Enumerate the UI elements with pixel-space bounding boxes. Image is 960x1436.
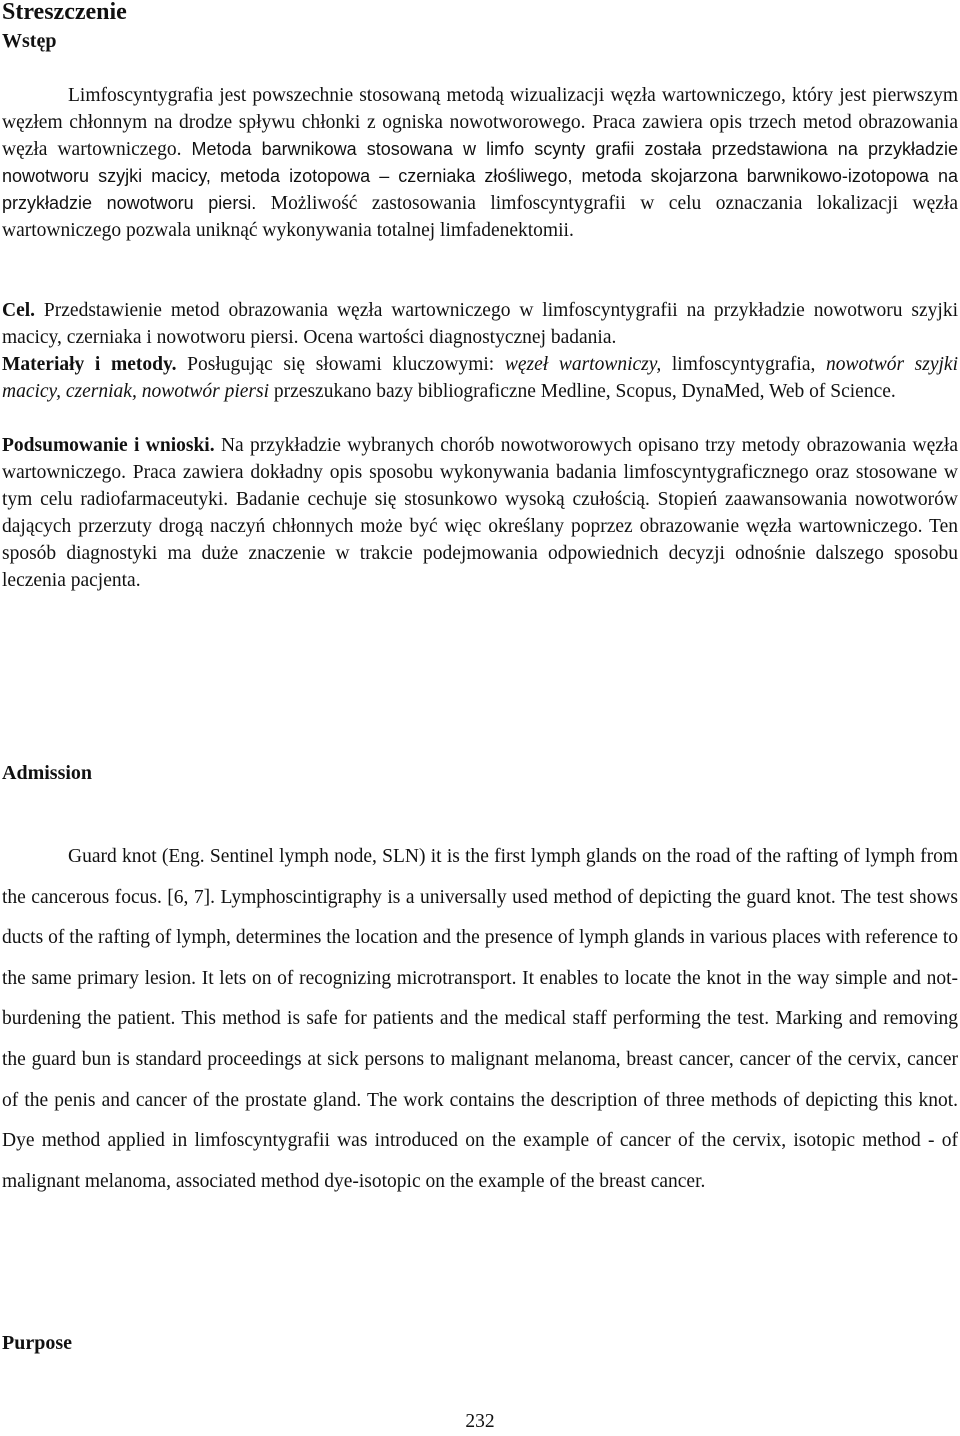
admission-text: Guard knot (Eng. Sentinel lymph node, SLN) it is the first lymph glands on the road of the rafting of lymph from the cancerous focus. [6, 7]. Lymphoscintigraphy is a universally used method of depicting the guard knot. The test shows ducts of the rafting of lymph, determines the location and the presence of lymph glands in various places with reference to the same primary lesion. It lets on of recognizing microtransport. It enables to locate the knot in the way simple and not-burdening the patient. This method is safe for patients and the medical staff performing the test. Marking and removing the guard bun is standard proceedings at sick persons to malignant melanoma, breast cancer, cancer of the cervix, cancer of the penis and cancer of the prostate gland. The work contains the description of three methods of depicting this knot. Dye method applied in limfoscyntygrafii was introduced on the example of cancer of the cervix, isotopic method - of malignant melanoma, associated method dye-isotopic on the example of the breast cancer. (2, 846, 958, 1192)
keyword-limfoscyntygrafia: limfoscyntygrafia, (671, 354, 816, 375)
purpose-heading: Purpose (2, 1332, 72, 1354)
cel-paragraph (2, 297, 958, 351)
materialy-label: Materiały i metody. (2, 354, 177, 375)
intro-part2: Metoda barwnikowa stosowana w limfo scynty grafii została przedstawiona na przykładzie nowotworu szyjki macicy, metoda izotopowa – czerniaka złośliwego, metoda skojarzona barwnikowo-izotopowa na przykładzie nowotworu piersi. (2, 139, 958, 213)
materialy-text2: przeszukano bazy bibliograficzne Medline, Scopus, DynaMed, Web of Science. (273, 381, 896, 402)
intro-part3: Możliwość zastosowania limfoscyntygrafii w celu oznaczania lokalizacji węzła wartowniczego pozwala uniknąć wykonywania totalnej limfadenektomii. (2, 193, 958, 241)
section-heading-wstep: Wstęp (2, 30, 57, 52)
materialy-text1: Posługując się słowami kluczowymi: (187, 354, 495, 375)
cel-text: Przedstawienie metod obrazowania węzła wartowniczego w limfoscyntygrafii na przykładzie nowotworu szyjki macicy, czerniaka i nowotworu piersi. Ocena wartości diagnostycznej badania. (2, 300, 958, 348)
page-title: Streszczenie (2, 0, 127, 25)
podsumowanie-label: Podsumowanie i wnioski. (2, 435, 215, 456)
materialy-paragraph (2, 351, 958, 405)
podsumowanie-text: Na przykładzie wybranych chorób nowotworowych opisano trzy metody obrazowania węzła wartowniczego. Praca zawiera dokładny opis sposobu wykonywania badania limfoscyntygraficznego oraz stosowane w tym celu radiofarmaceutyki. Badanie cechuje się stosunkowo wysoką czułością. Stopień zaawansowania nowotworów dających przerzuty drogą naczyń chłonnych może być więc określany poprzez obrazowanie węzła wartowniczego. Ten sposób diagnostyki ma duże znaczenie w trakcie podejmowania odpowiednich decyzji odnośnie dalszego sposobu leczenia pacjenta. (2, 435, 958, 591)
admission-heading: Admission (2, 762, 93, 784)
page-number: 232 (465, 1411, 495, 1432)
intro-paragraph (2, 82, 958, 244)
podsumowanie-paragraph (2, 432, 958, 594)
admission-paragraph (2, 837, 958, 1202)
keyword-wezel: węzeł wartowniczy, (504, 354, 662, 375)
keywords-nowotwory: nowotwór szyjki macicy, czerniak, nowotwór piersi (2, 354, 958, 402)
cel-label: Cel. (2, 300, 36, 321)
intro-part1: Limfoscyntygrafia jest powszechnie stosowaną metodą wizualizacji węzła wartowniczego, który jest pierwszym węzłem chłonnym na drodze spływu chłonki z ogniska nowotworowego. Praca zawiera opis trzech metod obrazowania węzła wartowniczego. (2, 85, 958, 160)
